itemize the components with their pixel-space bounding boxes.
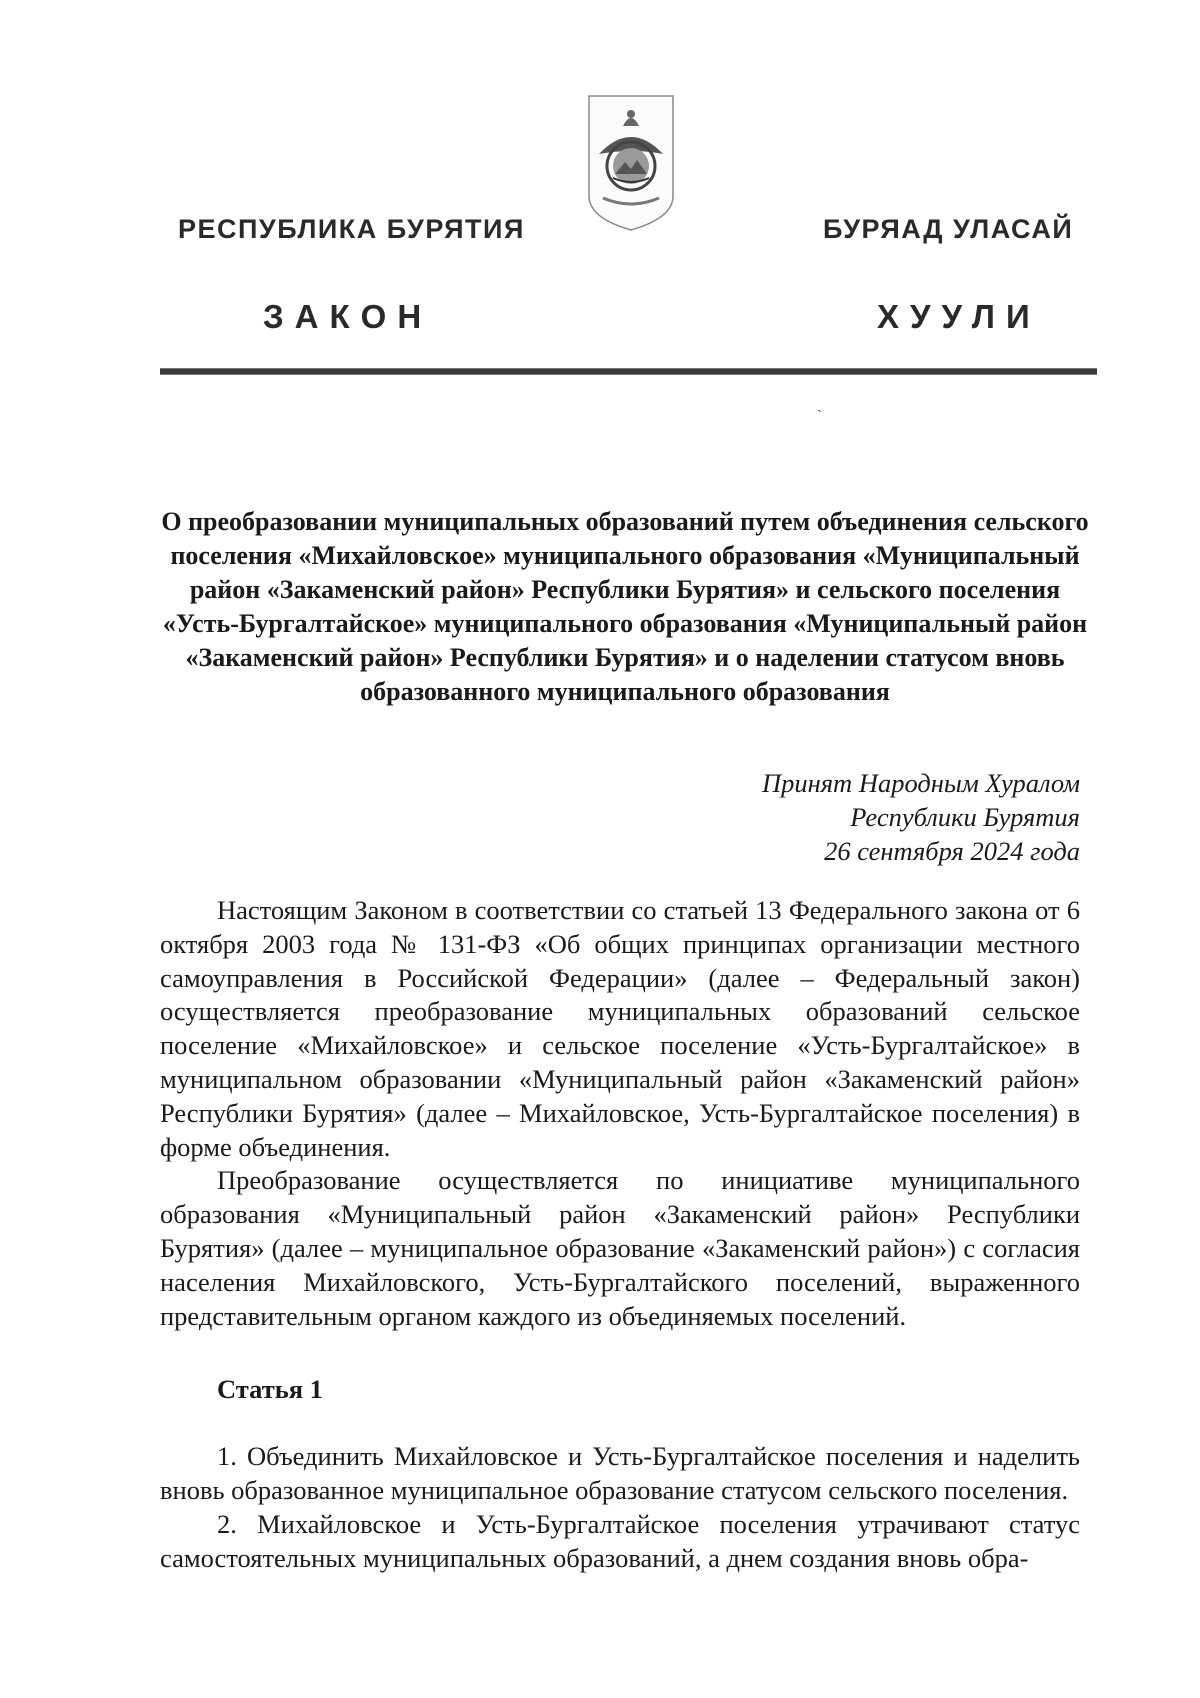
republic-name-russian: РЕСПУБЛИКА БУРЯТИЯ — [178, 214, 525, 244]
adoption-date: 26 сентября 2024 года — [824, 836, 1080, 866]
law-body — [160, 894, 1080, 1575]
scan-artifact: ˏ — [817, 398, 822, 413]
adoption-note — [762, 766, 1080, 868]
law-label-russian: ЗАКОН — [263, 298, 433, 335]
article-1-heading: Статья 1 — [217, 1374, 323, 1405]
preamble-paragraph-1: Настоящим Законом в соответствии со статьей 13 Федерального закона от 6 октября 2003 года № 131-ФЗ «Об общих принципах организации местного самоуправления в Российской Федерации» (далее – Федеральный закон) осуществляется преобразование муниципальных образований сельское поселение «Михайловское» и сельское поселение «Усть-Бургалтайское» в муниципальном образовании «Муниципальный район «Закаменский район» Республики Бурятия» (далее – Михайловское, Усть-Бургалтайское поселения) в форме объединения. — [160, 895, 1080, 1162]
law-label-buryat: ХУУЛИ — [877, 298, 1041, 335]
header-divider — [160, 368, 1097, 375]
article-1-clause-2: 2. Михайловское и Усть-Бургалтайское поселения утрачивают статус самостоятельных муниципальных образований, а днем создания вновь обра- — [160, 1508, 1080, 1573]
adoption-line-2: Республики Бурятия — [850, 802, 1080, 832]
adoption-line-1: Принят Народным Хуралом — [761, 768, 1080, 798]
republic-name-buryat: БУРЯАД УЛАСАЙ — [823, 214, 1074, 244]
article-1-clause-1: 1. Объединить Михайловское и Усть-Бургалтайское поселения и наделить вновь образованное муниципальное образование статусом сельского поселения. — [160, 1441, 1080, 1505]
preamble-paragraph-2: Преобразование осуществляется по инициативе муниципального образования «Муниципальный район «Закаменский район» Республики Бурятия» (далее – муниципальное образование «Закаменский район») с согласия населения Михайловского, Усть-Бургалтайского поселений, выраженного представительным органом каждого из объединяемых поселений. — [160, 1165, 1080, 1331]
law-title: О преобразовании муниципальных образований путем объединения сельского поселения «Михайловское» муниципального образования «Муниципальный район «Закаменский район» Республики Бурятия» и сельского поселения «Усть-Бургалтайское» муниципального образования «Муниципальный район «Закаменский район» Республики Бурятия» и о наделении статусом вновь образованного муниципального образования — [161, 507, 1089, 706]
buryatia-coat-of-arms-icon — [585, 92, 677, 232]
